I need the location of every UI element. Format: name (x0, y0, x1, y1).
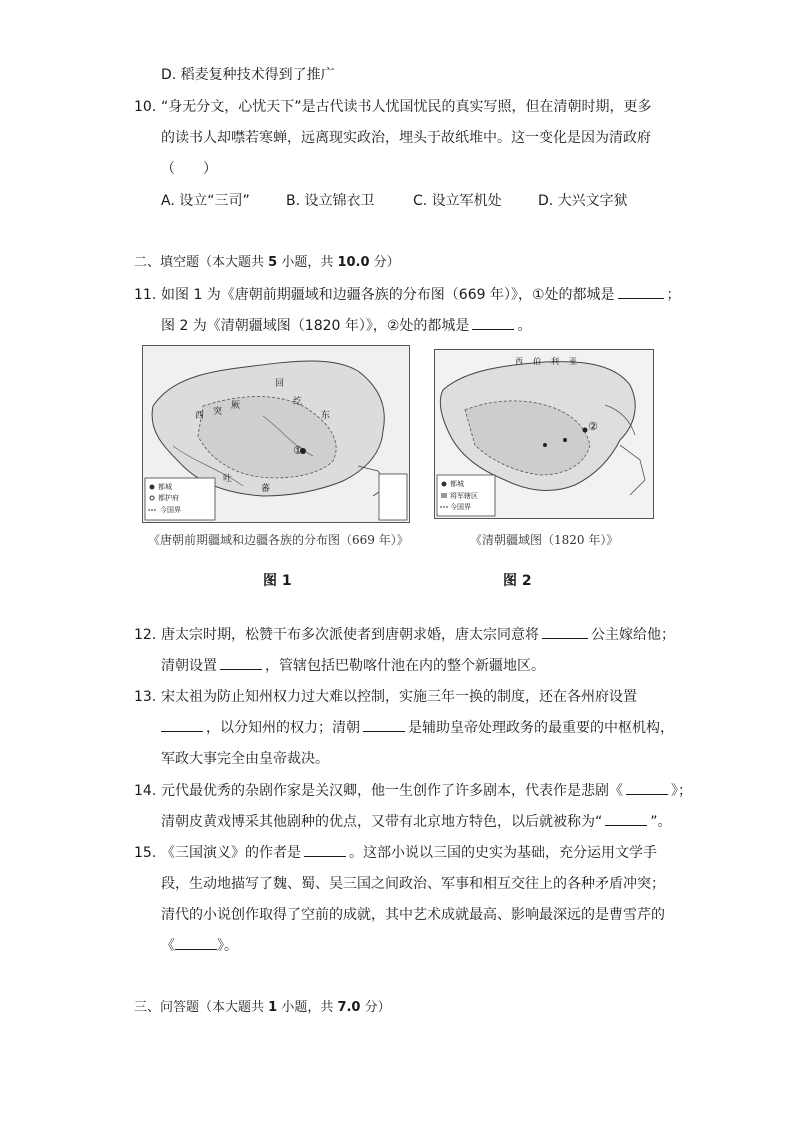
section-3-heading (134, 997, 391, 1019)
q10-option-b: B. 设立锦衣卫 (286, 193, 375, 209)
map1-label-xi: 西 (195, 411, 205, 421)
section-3-count: 1 (268, 1000, 278, 1015)
map2-marker-2: ② (588, 420, 598, 433)
map2-legend-capital: 都城 (450, 480, 464, 488)
q11-line1-text: 如图 1 为《唐朝前期疆域和边疆各族的分布图（669 年）》，①处的都城是 (161, 287, 615, 303)
q15-line1-end: 。这部小说以三国的史实为基础，充分运用文学手 (349, 845, 657, 861)
map2-label-ya: 亚 (569, 357, 577, 366)
answer-blank[interactable] (175, 935, 217, 950)
map1-caption: 《唐朝前期疆域和边疆各族的分布图（669 年）》 (148, 533, 409, 547)
section-3-prefix: 三、问答题（本大题共 (134, 1000, 269, 1015)
q15-line3: 清代的小说创作取得了空前的成就，其中艺术成就最高、影响最深远的是曹雪芹的 (161, 907, 665, 923)
q13-line3: 军政大事完全由皇帝裁决。 (161, 751, 329, 767)
map1-legend-capital: 都城 (158, 483, 172, 491)
q12-line2 (161, 655, 545, 677)
q14-number: 14. (134, 783, 157, 799)
q14-line1-end: 》； (671, 783, 692, 799)
q15-line4-close: 》。 (217, 938, 238, 954)
map2-legend-border: 今国界 (450, 503, 471, 511)
q13-line2-text: ，以分知州的权力；清朝 (206, 720, 360, 736)
q11-number: 11. (134, 287, 157, 303)
q11-line2-end: 。 (517, 318, 532, 334)
q13-number: 13. (134, 689, 157, 705)
answer-blank[interactable] (605, 811, 647, 826)
answer-blank[interactable] (220, 655, 262, 670)
map1-label-jue: 厥 (231, 401, 241, 411)
map1-marker-1: ① (293, 444, 303, 457)
map1-label-hui: 回 (275, 379, 285, 389)
q15-line2: 段，生动地描写了魏、蜀、吴三国之间政治、军事和相互交往上的各种矛盾冲突； (161, 876, 665, 892)
q11-line1 (161, 284, 681, 306)
answer-blank[interactable] (618, 284, 664, 299)
q14-line2 (161, 811, 672, 833)
q14-line2-text: 清朝皮黄戏博采其他剧种的优点，又带有北京地方特色，以后就被称为“ (161, 814, 603, 830)
map1-label-he: 纥 (293, 397, 303, 407)
q10-option-d: D. 大兴文字狱 (538, 193, 628, 209)
q15-line1-text: 《三国演义》的作者是 (161, 845, 301, 861)
q13-line2 (161, 717, 674, 739)
q10-paren: （ ） (161, 161, 217, 177)
section-2-heading (134, 252, 400, 274)
answer-blank[interactable] (304, 842, 346, 857)
map1-legend-protectorate: 都护府 (158, 494, 179, 502)
tang-map-drawing (143, 346, 409, 522)
qing-map-image (434, 349, 654, 519)
section-3-mid: 小题，共 (277, 1000, 338, 1015)
section-2-suffix: 分） (369, 255, 400, 270)
q11-line2 (161, 315, 531, 337)
q11-line1-end: ； (666, 287, 681, 303)
q13-line2-end: 是辅助皇帝处理政务的最重要的中枢机构， (408, 720, 674, 736)
q12-line1-end: 公主嫁给他； (591, 627, 675, 643)
q15-line4-open: 《 (161, 938, 175, 954)
answer-blank[interactable] (472, 315, 514, 330)
q10-option-c: C. 设立军机处 (413, 193, 502, 209)
map2-label-xi: 西 (515, 357, 523, 366)
q11-line2-text: 图 2 为《清朝疆域图（1820 年）》，②处的都城是 (161, 318, 470, 334)
answer-blank[interactable] (542, 624, 588, 639)
map1-label-tu2: 吐 (223, 474, 233, 484)
q15-line4 (161, 935, 238, 957)
q10-number: 10. (134, 99, 157, 115)
map2-label-li: 利 (551, 357, 559, 366)
map1-label-bo: 蕃 (261, 484, 271, 494)
q10-option-a: A. 设立“三司” (161, 193, 250, 209)
q9-option-d: D. 稻麦复种技术得到了推广 (161, 67, 335, 83)
figure-1-label: 图 1 (263, 573, 292, 589)
section-2-mid: 小题，共 (277, 255, 338, 270)
map2-caption: 《清朝疆域图（1820 年）》 (470, 533, 619, 547)
q12-number: 12. (134, 627, 157, 643)
answer-blank[interactable] (363, 717, 405, 732)
q14-line1 (161, 780, 692, 802)
q12-line1-text: 唐太宗时期，松赞干布多次派使者到唐朝求婚，唐太宗同意将 (161, 627, 539, 643)
section-3-score: 7.0 (337, 1000, 361, 1015)
q15-line1 (161, 842, 657, 864)
map2-label-bo: 伯 (533, 357, 541, 366)
section-2-prefix: 二、填空题（本大题共 (134, 255, 269, 270)
map1-legend-border: 今国界 (160, 506, 181, 514)
q10-line2: 的读书人却噤若寒蝉，远离现实政治，埋头于故纸堆中。这一变化是因为清政府 (161, 130, 651, 146)
map1-label-dong: 东 (321, 411, 331, 421)
q12-line2-text: 清朝设置 (161, 658, 217, 674)
q12-line2-end: ，管辖包括巴勒喀什池在内的整个新疆地区。 (265, 658, 545, 674)
answer-blank[interactable] (626, 780, 668, 795)
q14-line2-end: ”。 (650, 814, 672, 830)
figure-2-label: 图 2 (503, 573, 532, 589)
section-2-count: 5 (268, 255, 278, 270)
tang-map-image (142, 345, 410, 523)
q10-line1: “身无分文，心忧天下”是古代读书人忧国忧民的真实写照，但在清朝时期，更多 (161, 99, 652, 115)
section-2-score: 10.0 (337, 255, 370, 270)
q14-line1-text: 元代最优秀的杂剧作家是关汉卿，他一生创作了许多剧本，代表作是悲剧《 (161, 783, 623, 799)
q12-line1 (161, 624, 675, 646)
answer-blank[interactable] (161, 717, 203, 732)
q13-line1: 宋太祖为防止知州权力过大难以控制，实施三年一换的制度，还在各州府设置 (161, 689, 637, 705)
section-3-suffix: 分） (360, 1000, 391, 1015)
map2-legend-general: 将军辖区 (450, 492, 478, 500)
map1-label-tu: 突 (213, 407, 223, 417)
q15-number: 15. (134, 845, 157, 861)
